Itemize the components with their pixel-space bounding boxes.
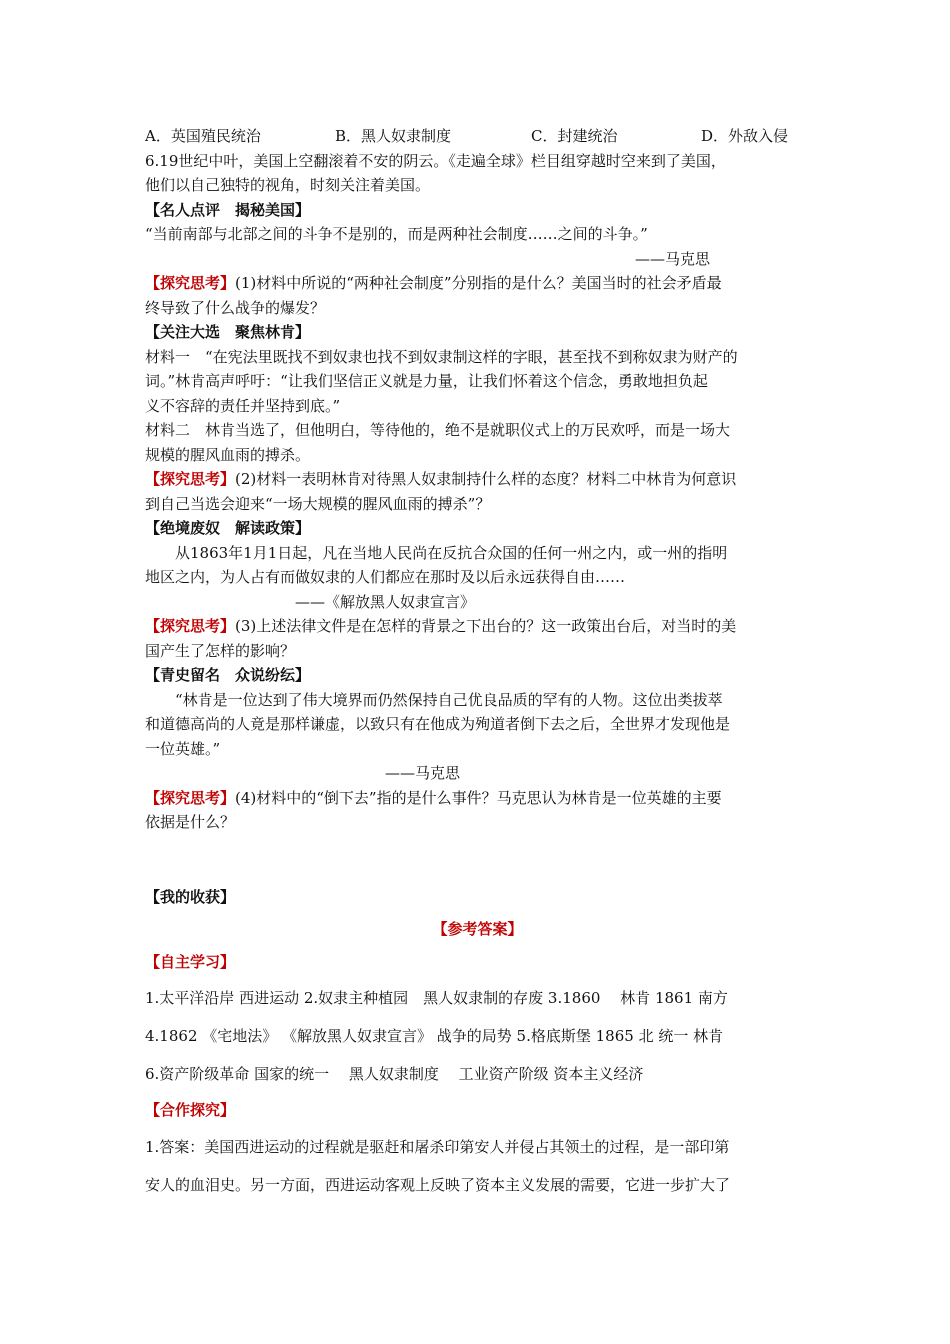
question-6-line-2: 他们以自己独特的视角，时刻关注着美国。 [145, 176, 431, 194]
option-d: D．外敌入侵 [701, 127, 789, 145]
material1-line-1: 材料一 “在宪法里既找不到奴隶也找不到奴隶制这样的字眼，甚至找不到称奴隶为财产的 [145, 347, 738, 366]
document-page [145, 124, 810, 1197]
section3-think-line-2: 国产生了怎样的影响？ [145, 641, 296, 660]
coop-answer-line-2: 安人的血泪史。另一方面，西进运动客观上反映了资本主义发展的需要，它进一步扩大了 [145, 1175, 731, 1194]
answer-line-1: 1.太平洋沿岸 西进运动 2.奴隶主种植园 黑人奴隶制的存废 3.1860 林肯 1861 南方 [145, 989, 728, 1007]
section1-think-line-2: 终导致了什么战争的爆发？ [145, 298, 326, 317]
section-heading-1: 【名人点评 揭秘美国】 [145, 200, 311, 219]
think-label: 【探究思考】 [145, 617, 236, 635]
answer-options [145, 124, 810, 149]
harvest-heading: 【我的收获】 [145, 887, 236, 906]
coop-heading: 【合作探究】 [145, 1101, 236, 1119]
section-heading-3: 【绝境废奴 解读政策】 [145, 519, 311, 537]
section2-think-line-2: 到自己当选会迎来“一场大规模的腥风血雨的搏杀”？ [145, 494, 491, 513]
section4-think-line-1: 【探究思考】(4)材料中的“倒下去”指的是什么事件？马克思认为林肯是一位英雄的主要 [145, 788, 722, 807]
option-b: B．黑人奴隶制度 [335, 127, 452, 145]
material2-line-2: 规模的腥风血雨的搏杀。 [145, 445, 311, 464]
coop-answer-line-1: 1.答案：美国西进运动的过程就是驱赶和屠杀印第安人并侵占其领土的过程，是一部印第 [145, 1137, 730, 1156]
section-heading-4: 【青史留名 众说纷纭】 [145, 666, 311, 684]
material2-line-1: 材料二 林肯当选了，但他明白，等待他的，绝不是就职仪式上的万民欢呼，而是一场大 [145, 421, 731, 439]
section4-quote-line-1: “林肯是一位达到了伟大境界而仍然保持自己优良品质的罕有的人物。这位出类拔萃 [175, 690, 723, 709]
section1-quote: “当前南部与北部之间的斗争不是别的，而是两种社会制度……之间的斗争。” [145, 225, 648, 243]
option-c: C．封建统治 [531, 127, 618, 145]
think-label: 【探究思考】 [145, 788, 236, 807]
section4-attribution: ——马克思 [385, 764, 461, 782]
think-label: 【探究思考】 [145, 274, 236, 292]
answer-line-3: 6.资产阶级革命 国家的统一 黑人奴隶制度 工业资产阶级 资本主义经济 [145, 1065, 644, 1083]
section-heading-2: 【关注大选 聚焦林肯】 [145, 323, 311, 341]
section3-think-line-1: 【探究思考】(3)上述法律文件是在怎样的背景之下出台的？这一政策出台后，对当时的美 [145, 617, 737, 635]
section3-attribution: ——《解放黑人奴隶宣言》 [295, 592, 476, 611]
answers-title: 【参考答案】 [432, 920, 523, 938]
material1-line-2: 词。”林肯高声呼吁：“让我们坚信正义就是力量，让我们怀着这个信念，勇敢地担负起 [145, 372, 708, 390]
question-6-line-1: 6.19世纪中叶，美国上空翻滚着不安的阴云。《走遍全球》栏目组穿越时空来到了美国， [145, 151, 726, 170]
section1-attribution: ——马克思 [635, 249, 711, 268]
section2-think-line-1: 【探究思考】(2)材料一表明林肯对待黑人奴隶制持什么样的态度？材料二中林肯为何意识 [145, 470, 737, 488]
section4-quote-line-2: 和道德高尚的人竟是那样谦虚，以致只有在他成为殉道者倒下去之后，全世界才发现他是 [145, 715, 731, 733]
material1-line-3: 义不容辞的责任并坚持到底。” [145, 396, 341, 415]
answer-line-2: 4.1862 《宅地法》 《解放黑人奴隶宣言》 战争的局势 5.格底斯堡 1865 北 统一 林肯 [145, 1027, 724, 1045]
think-label: 【探究思考】 [145, 470, 236, 488]
option-a: A．英国殖民统治 [145, 127, 261, 145]
proclamation-line-1: 从1863年1月1日起，凡在当地人民尚在反抗合众国的任何一州之内，或一州的指明 [175, 543, 728, 562]
section4-think-line-2: 依据是什么？ [145, 813, 236, 831]
section4-quote-line-3: 一位英雄。” [145, 739, 221, 758]
self-study-heading: 【自主学习】 [145, 952, 236, 971]
proclamation-line-2: 地区之内，为人占有而做奴隶的人们都应在那时及以后永远获得自由…… [145, 568, 626, 586]
section1-think-line-1: 【探究思考】(1)材料中所说的“两种社会制度”分别指的是什么？美国当时的社会矛盾最 [145, 274, 722, 292]
